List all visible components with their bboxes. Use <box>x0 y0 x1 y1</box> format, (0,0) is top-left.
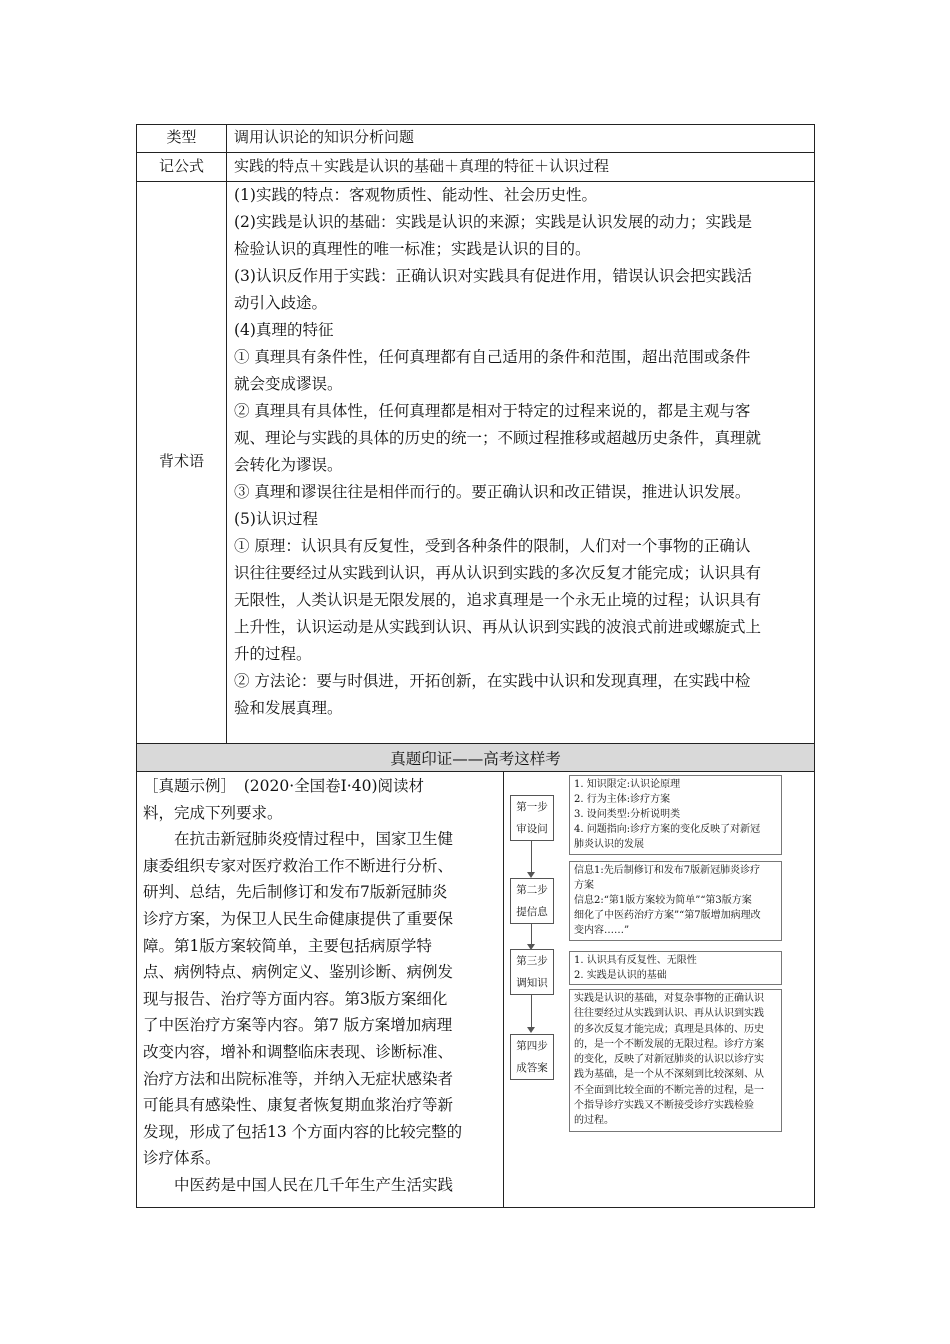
memory-line: 识往往要经过从实践到认识，再从认识到实践的多次反复才能完成；认识具有 <box>234 564 762 582</box>
example-line: 中医药是中国人民在几千年生产生活实践 <box>143 1175 454 1194</box>
step-title: 成答案 <box>516 1062 548 1074</box>
formula-label: 记公式 <box>158 157 204 175</box>
step-title: 调知识 <box>516 977 548 989</box>
column-divider <box>226 124 227 743</box>
example-line: 治疗方法和出院标准等，并纳入无症状感染者 <box>143 1069 454 1088</box>
memory-label: 背术语 <box>158 452 204 470</box>
detail-line: 1. 认识具有反复性、无限性 <box>574 955 697 966</box>
detail-line: 个指导诊疗实践又不断接受诊疗实践检验 <box>574 1100 754 1112</box>
example-line: ［真题示例］ (2020·全国卷Ⅰ·40)阅读材 <box>143 777 424 795</box>
detail-line: 3. 设问类型:分析说明类 <box>574 809 681 820</box>
memory-line: ③ 真理和谬误往往是相伴而行的。要正确认识和改正错误，推进认识发展。 <box>234 483 751 501</box>
example-line: 了中医治疗方案等内容。第7 版方案增加病理 <box>143 1016 453 1035</box>
step-3 <box>510 949 554 995</box>
detail-line: 信息1:先后制修订和发布7版新冠肺炎诊疗 <box>574 865 761 876</box>
step-4 <box>510 1034 554 1080</box>
detail-line: 的变化，反映了对新冠肺炎的认识以诊疗实 <box>574 1054 764 1066</box>
formula-value: 实践的特点＋实践是认识的基础＋真理的特征＋认识过程 <box>234 157 610 175</box>
step-title: 提信息 <box>516 906 548 918</box>
memory-line: 升的过程。 <box>234 645 312 663</box>
row-divider <box>136 771 815 772</box>
step-2 <box>510 878 554 924</box>
type-label: 类型 <box>166 128 197 146</box>
detail-line: 2. 行为主体:诊疗方案 <box>574 794 671 805</box>
memory-line: 观、理论与实践的具体的历史的统一；不顾过程推移或超越历史条件，真理就 <box>234 429 762 447</box>
step-number: 第一步 <box>516 801 548 813</box>
memory-line: 会转化为谬误。 <box>234 456 343 474</box>
example-line: 改变内容，增补和调整临床表现、诊断标准、 <box>143 1042 454 1061</box>
step-1-detail <box>569 775 782 855</box>
memory-line: ② 真理具有具体性，任何真理都是相对于特定的过程来说的，都是主观与客 <box>234 402 751 420</box>
flow-connector <box>531 922 532 946</box>
example-text <box>143 773 499 1199</box>
memory-line: (4)真理的特征 <box>234 321 334 339</box>
detail-line: 不全面到比较全面的不断完善的过程，是一 <box>574 1084 764 1096</box>
detail-line: 细化了中医药治疗方案”“第7版增加病理改 <box>574 910 761 921</box>
step-4-detail <box>569 989 782 1132</box>
example-line: 诊疗体系。 <box>143 1149 221 1168</box>
memory-line: ① 原理：认识具有反复性，受到各种条件的限制，人们对一个事物的正确认 <box>234 537 751 555</box>
detail-line: 1. 知识限定:认识论原理 <box>574 779 681 790</box>
memory-line: 动引入歧途。 <box>234 294 328 312</box>
detail-line: 的，是一个不断发展的无限过程。诊疗方案 <box>574 1038 764 1050</box>
step-number: 第二步 <box>516 884 548 896</box>
example-line: 康委组织专家对医疗救治工作不断进行分析、 <box>143 856 454 875</box>
example-line: 诊疗方案，为保卫人民生命健康提供了重要保 <box>143 909 454 928</box>
detail-line: 变内容……” <box>574 925 630 936</box>
step-number: 第三步 <box>516 955 548 967</box>
memory-content <box>234 182 808 722</box>
memory-line: (2)实践是认识的基础：实践是认识的来源；实践是认识发展的动力；实践是 <box>234 213 752 231</box>
memory-line: 无限性，人类认识是无限发展的，追求真理是一个永无止境的过程；认识具有 <box>234 591 762 609</box>
detail-line: 的过程。 <box>574 1115 614 1127</box>
detail-line: 践为基础，是一个从不深刻到比较深刻、从 <box>574 1069 764 1081</box>
column-divider-lower <box>503 771 504 1208</box>
step-title: 审设问 <box>516 823 548 835</box>
example-line: 料，完成下列要求。 <box>143 803 283 822</box>
detail-line: 实践是认识的基础，对复杂事物的正确认识 <box>574 993 764 1004</box>
example-line: 在抗击新冠肺炎疫情过程中，国家卫生健 <box>143 830 454 849</box>
step-1 <box>510 795 554 841</box>
memory-line: 上升性，认识运动是从实践到认识、再从认识到实践的波浪式前进或螺旋式上 <box>234 618 762 636</box>
example-line: 发现，形成了包括13 个方面内容的比较完整的 <box>143 1122 463 1141</box>
memory-line: ① 真理具有条件性，任何真理都有自己适用的条件和范围，超出范围或条件 <box>234 348 751 366</box>
example-line: 可能具有感染性、康复者恢复期血浆治疗等新 <box>143 1096 454 1115</box>
memory-line: (5)认识过程 <box>234 510 318 528</box>
memory-line: (1)实践的特点：客观物质性、能动性、社会历史性。 <box>234 186 597 204</box>
detail-line: 肺炎认识的发展 <box>574 839 644 850</box>
memory-line: 就会变成谬误。 <box>234 375 343 393</box>
row-divider <box>136 152 815 153</box>
memory-line: (3)认识反作用于实践：正确认识对实践具有促进作用，错误认识会把实践活 <box>234 267 752 285</box>
step-2-detail <box>569 861 782 941</box>
memory-line: 检验认识的真理性的唯一标准；实践是认识的目的。 <box>234 240 591 258</box>
example-line: 研判、总结，先后制修订和发布7版新冠肺炎 <box>143 883 448 902</box>
step-number: 第四步 <box>516 1040 548 1052</box>
detail-line: 的多次反复才能完成；真理是具体的、历史 <box>574 1023 764 1035</box>
flow-connector <box>531 840 532 874</box>
type-value: 调用认识论的知识分析问题 <box>234 128 415 146</box>
detail-line: 往往要经过从实践到认识、再从认识到实践 <box>574 1008 764 1020</box>
detail-line: 2. 实践是认识的基础 <box>574 970 667 981</box>
detail-line: 方案 <box>574 880 594 891</box>
detail-line: 信息2:“第1版方案较为简单”“第3版方案 <box>574 895 752 906</box>
flow-arrowhead <box>527 1027 535 1033</box>
example-line: 点、病例特点、病例定义、鉴别诊断、病例发 <box>143 963 454 982</box>
memory-line: ② 方法论：要与时俱进，开拓创新，在实践中认识和发现真理，在实践中检 <box>234 672 751 690</box>
section-header: 真题印证——高考这样考 <box>390 750 561 768</box>
memory-line: 验和发展真理。 <box>234 699 343 717</box>
example-line: 障。第1版方案较简单，主要包括病原学特 <box>143 936 432 955</box>
detail-line: 4. 问题指向:诊疗方案的变化反映了对新冠 <box>574 824 761 835</box>
flow-connector <box>531 993 532 1029</box>
example-line: 现与报告、治疗等方面内容。第3版方案细化 <box>143 989 448 1008</box>
step-3-detail <box>569 951 782 985</box>
